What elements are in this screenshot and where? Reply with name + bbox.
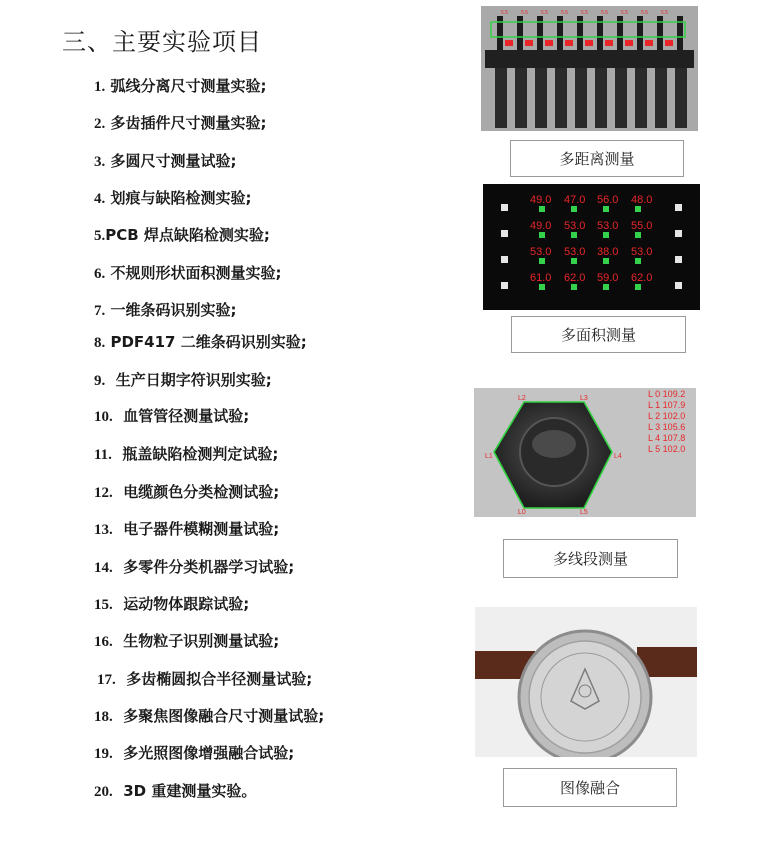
item-text: PCB 焊点缺陷检测实验; — [105, 226, 270, 244]
list-item — [94, 331, 307, 352]
area-value: 48.0 — [631, 194, 653, 206]
caption-multi-line: 多线段测量 — [503, 539, 678, 578]
hex-label: L0 — [518, 509, 526, 516]
hex-label: L1 — [485, 453, 493, 460]
area-value: 47.0 — [564, 194, 586, 206]
item-number: 8. — [94, 335, 106, 351]
area-value: 62.0 — [564, 272, 586, 284]
area-value: 49.0 — [530, 194, 552, 206]
area-value: 62.0 — [631, 272, 653, 284]
caption-multi-area: 多面积测量 — [511, 316, 686, 353]
line-value: L 3 105.6 — [648, 422, 686, 432]
line-value: L 1 107.9 — [648, 400, 686, 410]
list-item — [94, 187, 251, 208]
item-number: 15. — [94, 597, 113, 613]
hex-label: L5 — [580, 509, 588, 516]
section-title: 三、主要实验项目 — [62, 28, 262, 56]
area-value: 53.0 — [564, 220, 586, 232]
item-number: 4. — [94, 191, 106, 207]
list-item — [94, 150, 236, 171]
item-number: 19. — [94, 746, 113, 762]
list-item — [94, 705, 324, 726]
area-measure-image — [483, 184, 700, 310]
area-value: 53.0 — [530, 246, 552, 258]
list-item — [94, 369, 272, 390]
area-value: 49.0 — [530, 220, 552, 232]
item-number: 11. — [94, 447, 112, 463]
list-item — [94, 630, 279, 651]
item-number: 16. — [94, 634, 113, 650]
list-item — [94, 481, 279, 502]
item-number: 20. — [94, 784, 113, 800]
svg-text:5.5: 5.5 — [541, 10, 548, 16]
item-text: 电子器件模糊测量试验; — [123, 520, 280, 538]
svg-text:5.5: 5.5 — [561, 10, 568, 16]
item-number: 5. — [94, 228, 106, 244]
item-number: 12. — [94, 485, 113, 501]
area-value: 38.0 — [597, 246, 619, 258]
item-number: 9. — [94, 373, 106, 389]
svg-text:5.5: 5.5 — [641, 10, 648, 16]
hex-label: L2 — [518, 395, 526, 402]
line-value: L 2 102.0 — [648, 411, 686, 421]
list-item — [94, 742, 294, 763]
list-item — [97, 668, 312, 689]
item-text: 瓶盖缺陷检测判定试验; — [122, 445, 279, 463]
item-text: 生物粒子识别测量试验; — [123, 632, 280, 650]
caption-image-fusion: 图像融合 — [503, 768, 677, 807]
list-item — [94, 75, 266, 96]
area-value: 53.0 — [631, 246, 653, 258]
item-text: 不规则形状面积测量实验; — [110, 264, 282, 282]
area-value: 61.0 — [530, 272, 552, 284]
list-item — [94, 112, 266, 133]
item-text: 3D 重建测量实验。 — [123, 782, 257, 800]
list-item — [94, 224, 270, 245]
item-number: 6. — [94, 266, 106, 282]
item-number: 18. — [94, 709, 113, 725]
item-number: 14. — [94, 560, 113, 576]
item-number: 17. — [97, 672, 116, 688]
item-number: 2. — [94, 116, 106, 132]
svg-text:5.5: 5.5 — [621, 10, 628, 16]
hexagon-measure-image — [474, 388, 696, 517]
item-number: 10. — [94, 409, 113, 425]
item-number: 1. — [94, 79, 106, 95]
area-value: 53.0 — [597, 220, 619, 232]
area-value: 53.0 — [564, 246, 586, 258]
area-value: 55.0 — [631, 220, 653, 232]
item-text: 多齿椭圆拟合半径测量试验; — [126, 670, 313, 688]
area-value: 59.0 — [597, 272, 619, 284]
item-number: 3. — [94, 154, 106, 170]
item-text: 弧线分离尺寸测量实验; — [110, 77, 267, 95]
item-text: 运动物体跟踪试验; — [123, 595, 250, 613]
line-value: L 0 109.2 — [648, 389, 686, 399]
item-text: 划痕与缺陷检测实验; — [110, 189, 252, 207]
list-item — [94, 443, 278, 464]
list-item — [94, 518, 279, 539]
list-item — [94, 593, 249, 614]
svg-text:5.5: 5.5 — [521, 10, 528, 16]
svg-text:5.5: 5.5 — [501, 10, 508, 16]
line-value: L 5 102.0 — [648, 444, 686, 454]
hex-label: L3 — [580, 395, 588, 402]
svg-text:5.5: 5.5 — [601, 10, 608, 16]
watch-back-image — [475, 607, 697, 757]
svg-text:5.5: 5.5 — [581, 10, 588, 16]
item-number: 7. — [94, 303, 106, 319]
item-text: 一维条码识别实验; — [110, 301, 237, 319]
item-text: 多圆尺寸测量试验; — [110, 152, 237, 170]
item-text: 生产日期字符识别实验; — [115, 371, 272, 389]
line-value: L 4 107.8 — [648, 433, 686, 443]
item-text: 血管管径测量试验; — [123, 407, 250, 425]
area-value: 56.0 — [597, 194, 619, 206]
list-item — [94, 556, 294, 577]
caption-multi-distance: 多距离测量 — [510, 140, 684, 177]
item-text: 电缆颜色分类检测试验; — [123, 483, 280, 501]
connector-image — [481, 6, 698, 131]
hex-label: L4 — [614, 453, 622, 460]
list-item — [94, 405, 249, 426]
list-item — [94, 262, 281, 283]
item-text: 多光照图像增强融合试验; — [123, 744, 295, 762]
list-item — [94, 780, 256, 801]
item-text: 多聚焦图像融合尺寸测量试验; — [123, 707, 325, 725]
item-text: 多零件分类机器学习试验; — [123, 558, 295, 576]
svg-text:5.5: 5.5 — [661, 10, 668, 16]
list-item — [94, 299, 236, 320]
item-text: 多齿插件尺寸测量实验; — [110, 114, 267, 132]
item-number: 13. — [94, 522, 113, 538]
item-text: PDF417 二维条码识别实验; — [110, 333, 307, 351]
